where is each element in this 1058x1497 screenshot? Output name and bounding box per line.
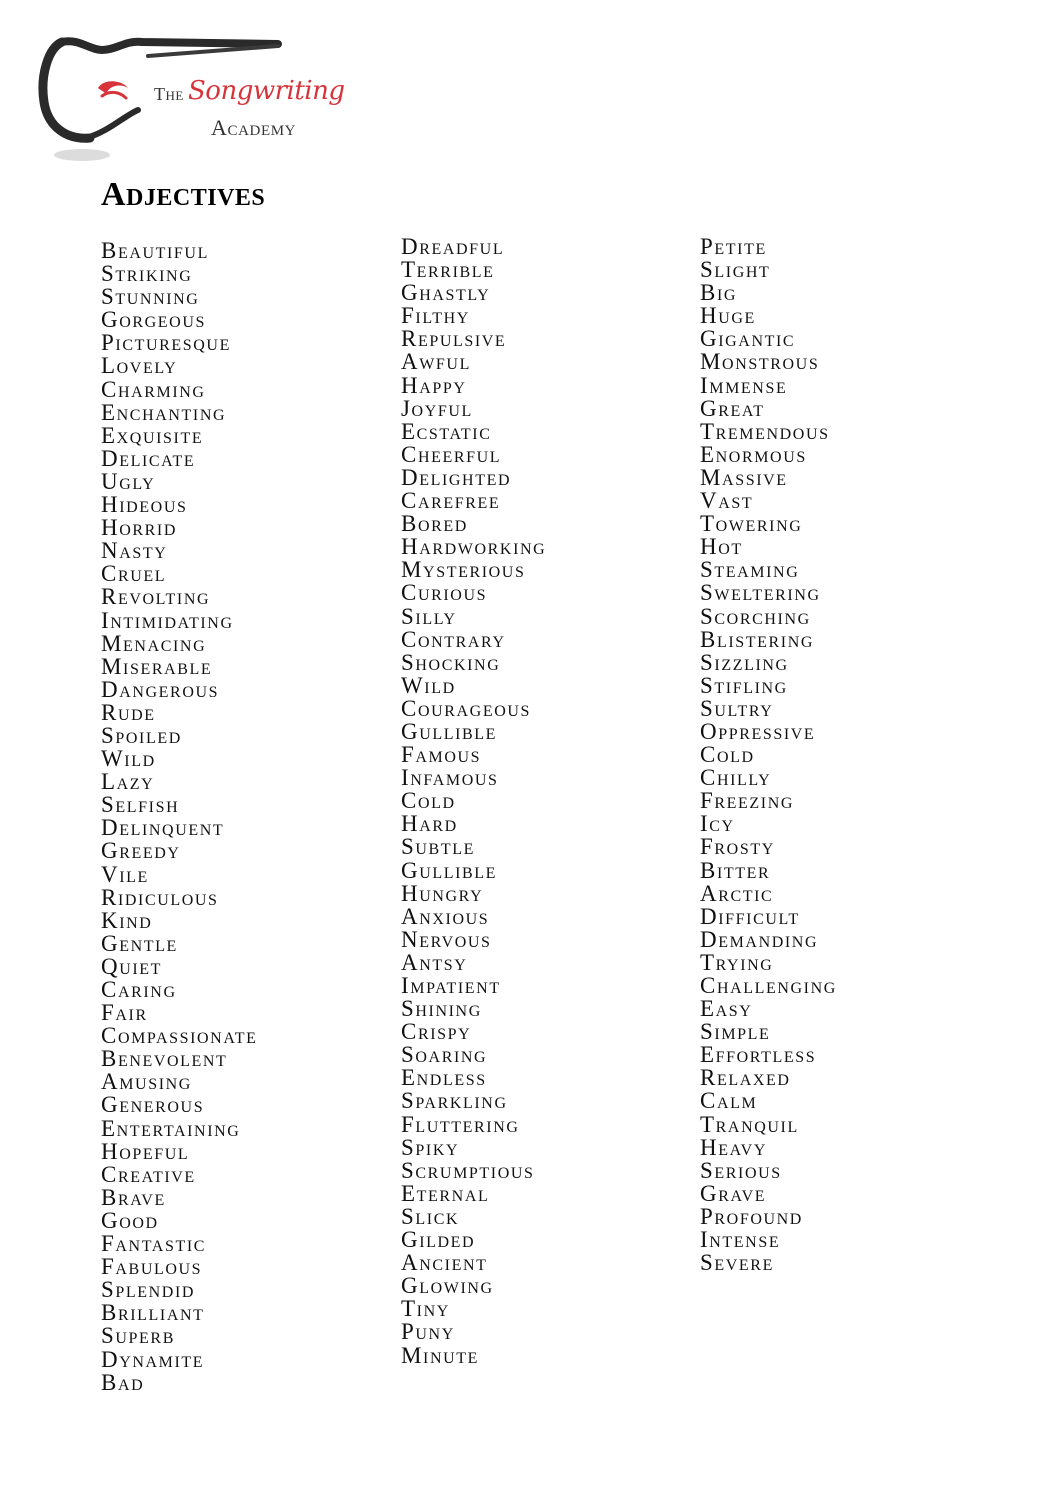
- adjective-item: Spiky: [401, 1134, 460, 1160]
- adjective-item: Sweltering: [700, 580, 821, 606]
- adjective-item: Eternal: [401, 1180, 490, 1206]
- adjective-item: Ecstatic: [401, 418, 492, 444]
- adjective-item: Happy: [401, 372, 467, 398]
- adjective-item: Icy: [700, 811, 735, 837]
- adjective-item: Severe: [700, 1250, 774, 1276]
- adjective-item: Bored: [401, 511, 468, 537]
- adjective-item: Brilliant: [101, 1300, 205, 1326]
- adjective-item: Calm: [700, 1088, 758, 1114]
- adjective-item: Menacing: [101, 630, 207, 656]
- adjective-item: Infamous: [401, 765, 499, 791]
- adjective-item: Minute: [401, 1342, 480, 1368]
- adjective-item: Filthy: [401, 303, 470, 329]
- adjective-item: Petite: [700, 234, 767, 259]
- adjective-item: Impatient: [401, 973, 501, 998]
- adjective-item: Delicate: [101, 445, 196, 471]
- adjective-item: Curious: [401, 580, 488, 606]
- adjective-item: Endless: [401, 1065, 487, 1091]
- adjective-item: Scrumptious: [401, 1157, 535, 1183]
- page-title: Adjectives: [101, 176, 266, 213]
- adjective-item: Grave: [700, 1180, 767, 1206]
- adjective-item: Rude: [101, 699, 156, 725]
- adjective-item: Tremendous: [700, 418, 830, 444]
- adjective-item: Contrary: [401, 626, 506, 652]
- adjective-item: Tiny: [401, 1296, 450, 1322]
- adjective-item: Nervous: [401, 926, 492, 952]
- adjective-item: Good: [101, 1207, 159, 1233]
- adjective-item: Glowing: [401, 1273, 494, 1299]
- adjective-item: Fair: [101, 1000, 148, 1026]
- adjective-item: Serious: [700, 1157, 782, 1183]
- adjective-item: Arctic: [700, 880, 774, 906]
- adjective-item: Puny: [401, 1319, 455, 1345]
- adjective-item: Hideous: [101, 492, 188, 518]
- adjective-item: Caring: [101, 977, 177, 1002]
- adjective-item: Repulsive: [401, 326, 507, 352]
- logo-the-text: The: [154, 84, 184, 104]
- adjective-item: Exquisite: [101, 422, 204, 448]
- adjective-item: Stunning: [101, 284, 200, 310]
- adjective-item: Challenging: [700, 973, 837, 998]
- adjective-item: Carefree: [401, 488, 501, 514]
- adjective-item: Superb: [101, 1323, 175, 1349]
- adjective-item: Great: [700, 395, 765, 421]
- word-column-3: [700, 235, 837, 1274]
- adjective-item: Miserable: [101, 653, 213, 679]
- adjective-item: Easy: [700, 996, 753, 1022]
- adjective-item: Hot: [700, 534, 743, 560]
- adjective-item: Hardworking: [401, 534, 547, 560]
- adjective-item: Cold: [700, 742, 755, 768]
- word-column-2: [401, 235, 546, 1367]
- adjective-item: Delighted: [401, 464, 512, 490]
- adjective-item: Big: [700, 280, 738, 306]
- adjective-item: Bad: [101, 1369, 145, 1395]
- adjective-item: Huge: [700, 303, 756, 329]
- adjective-item: Demanding: [700, 926, 819, 952]
- adjective-item: Trying: [700, 949, 774, 975]
- adjective-item: Cruel: [101, 561, 167, 587]
- adjective-item: Hungry: [401, 880, 484, 906]
- logo-academy-text: Academy: [211, 115, 297, 140]
- adjective-item: Spoiled: [101, 722, 182, 748]
- adjective-item: Cheerful: [401, 441, 502, 467]
- adjective-item: Antsy: [401, 949, 468, 975]
- adjective-item: Frosty: [700, 834, 775, 860]
- adjective-item: Ugly: [101, 468, 156, 494]
- adjective-item: Gullible: [401, 718, 498, 744]
- adjective-item: Vast: [700, 488, 754, 514]
- adjective-item: Anxious: [401, 903, 490, 929]
- logo: [38, 36, 345, 166]
- adjective-item: Hard: [401, 811, 458, 837]
- adjective-item: Joyful: [401, 395, 473, 421]
- adjective-item: Benevolent: [101, 1046, 228, 1072]
- adjective-item: Wild: [101, 746, 156, 772]
- adjective-item: Intense: [700, 1227, 781, 1253]
- word-column-1: [101, 239, 257, 1394]
- adjective-item: Lazy: [101, 769, 155, 795]
- adjective-item: Immense: [700, 372, 788, 398]
- adjective-item: Ghastly: [401, 280, 491, 306]
- adjective-item: Mysterious: [401, 557, 526, 583]
- adjective-item: Gilded: [401, 1227, 476, 1253]
- adjective-item: Dreadful: [401, 234, 505, 259]
- adjective-item: Tranquil: [700, 1111, 799, 1137]
- adjective-item: Beautiful: [101, 238, 209, 263]
- adjective-item: Crispy: [401, 1019, 472, 1045]
- adjective-item: Shocking: [401, 649, 501, 675]
- adjective-item: Revolting: [101, 584, 211, 610]
- adjective-item: Oppressive: [700, 718, 816, 744]
- adjective-item: Massive: [700, 464, 788, 490]
- adjective-item: Fluttering: [401, 1111, 520, 1137]
- adjective-item: Sultry: [700, 695, 774, 721]
- adjective-item: Greedy: [101, 838, 181, 864]
- logo-songwriting-text: Songwriting: [188, 76, 345, 106]
- adjective-item: Lovely: [101, 353, 178, 379]
- adjective-item: Slick: [401, 1203, 460, 1229]
- adjective-item: Hopeful: [101, 1138, 190, 1164]
- adjective-item: Effortless: [700, 1042, 817, 1068]
- adjective-item: Nasty: [101, 538, 168, 564]
- adjective-item: Heavy: [700, 1134, 767, 1160]
- adjective-item: Dangerous: [101, 676, 220, 702]
- adjective-item: Chilly: [700, 765, 772, 791]
- adjective-item: Vile: [101, 861, 149, 887]
- adjective-item: Sizzling: [700, 649, 789, 675]
- adjective-item: Brave: [101, 1184, 166, 1210]
- adjective-item: Ridiculous: [101, 884, 219, 910]
- adjective-item: Blistering: [700, 626, 814, 652]
- adjective-item: Famous: [401, 742, 482, 768]
- adjective-item: Courageous: [401, 695, 532, 721]
- adjective-item: Awful: [401, 349, 471, 375]
- adjective-item: Steaming: [700, 557, 800, 583]
- adjective-item: Ancient: [401, 1250, 488, 1276]
- adjective-item: Bitter: [700, 857, 771, 883]
- adjective-item: Freezing: [700, 788, 795, 814]
- adjective-item: Terrible: [401, 257, 495, 283]
- adjective-item: Difficult: [700, 903, 800, 929]
- adjective-item: Selfish: [101, 792, 180, 818]
- adjective-item: Gigantic: [700, 326, 796, 352]
- adjective-item: Towering: [700, 511, 803, 537]
- adjective-item: Delinquent: [101, 815, 225, 841]
- adjective-item: Charming: [101, 376, 206, 402]
- adjective-item: Horrid: [101, 515, 177, 541]
- adjective-item: Gentle: [101, 930, 178, 956]
- adjective-item: Cold: [401, 788, 456, 814]
- adjective-item: Dynamite: [101, 1346, 205, 1372]
- adjective-item: Quiet: [101, 953, 163, 979]
- adjective-item: Monstrous: [700, 349, 820, 375]
- adjective-item: Silly: [401, 603, 457, 629]
- adjective-item: Shining: [401, 996, 482, 1022]
- adjective-item: Entertaining: [101, 1115, 241, 1141]
- adjective-item: Sparkling: [401, 1088, 508, 1114]
- adjective-item: Fantastic: [101, 1231, 207, 1257]
- adjective-item: Fabulous: [101, 1254, 203, 1280]
- adjective-item: Soaring: [401, 1042, 488, 1068]
- adjective-item: Splendid: [101, 1277, 196, 1303]
- adjective-item: Simple: [700, 1019, 771, 1045]
- adjective-item: Subtle: [401, 834, 475, 860]
- adjective-item: Wild: [401, 672, 456, 698]
- adjective-item: Picturesque: [101, 330, 231, 356]
- adjective-item: Compassionate: [101, 1023, 258, 1049]
- adjective-item: Amusing: [101, 1069, 192, 1095]
- adjective-item: Profound: [700, 1203, 803, 1229]
- adjective-item: Gullible: [401, 857, 498, 883]
- adjective-item: Gorgeous: [101, 307, 206, 333]
- adjective-item: Enormous: [700, 441, 807, 467]
- adjective-item: Striking: [101, 261, 193, 287]
- adjective-item: Relaxed: [700, 1065, 791, 1091]
- adjective-item: Generous: [101, 1092, 205, 1118]
- adjective-item: Intimidating: [101, 607, 234, 633]
- adjective-item: Creative: [101, 1161, 196, 1187]
- adjective-item: Kind: [101, 907, 153, 933]
- adjective-item: Slight: [700, 257, 771, 283]
- adjective-item: Stifling: [700, 672, 788, 698]
- adjective-item: Scorching: [700, 603, 811, 629]
- adjective-item: Enchanting: [101, 399, 227, 425]
